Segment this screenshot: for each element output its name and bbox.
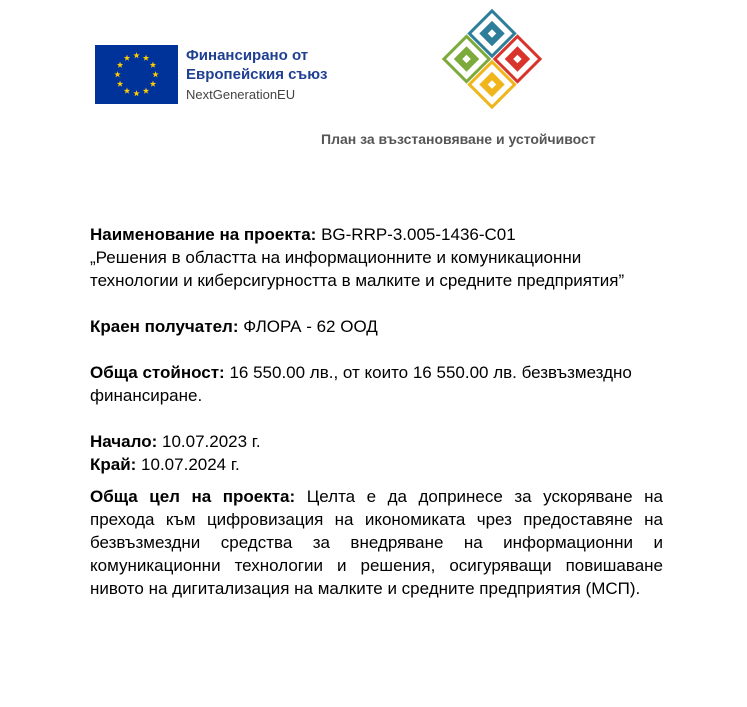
logo-quadrant-yellow	[469, 62, 514, 107]
recipient-line	[90, 315, 663, 338]
project-goal-label: Обща цел на проекта:	[90, 487, 296, 506]
end-date-line	[90, 453, 663, 476]
project-info	[90, 223, 663, 600]
project-goal-line	[90, 485, 663, 600]
recipient-label: Краен получател:	[90, 317, 239, 336]
start-date-value: 10.07.2023 г.	[157, 432, 261, 451]
logo-quadrant-blue	[469, 11, 514, 56]
total-value-line	[90, 361, 663, 407]
project-code: BG-RRP-3.005-1436-C01	[316, 225, 516, 244]
eu-logo-text	[186, 46, 328, 104]
eu-logo-line2: Европейския съюз	[186, 66, 328, 83]
logo-quadrant-red	[495, 36, 540, 81]
recipient-value: ФЛОРА - 62 ООД	[238, 317, 378, 336]
start-date-label: Начало:	[90, 432, 158, 451]
total-value-text: 16 550.00 лв., от които 16 550.00 лв. безвъзмездно финансиране.	[90, 363, 632, 405]
project-title: „Решения в областта на информационните и комуникационни технологии и киберсигурността в малките и средните предприятия”	[90, 248, 625, 290]
recovery-plan-label: План за възстановяване и устойчивост	[321, 131, 596, 147]
project-name-line	[90, 223, 663, 246]
logo-quadrant-green	[444, 36, 489, 81]
eu-funding-logo	[95, 45, 328, 105]
project-goal-text: Целта е да допринесе за ускоряване на прехода към цифровизация на икономиката чрез предоставяне на безвъзмездни средства за внедряване на информационни и комуникационни технологии и решения, осигуряващи повишаване нивото на дигитализация на малките и средните предприятия (МСП).	[90, 487, 663, 598]
project-name-label: Наименование на проекта:	[90, 225, 317, 244]
recovery-plan-logo-icon	[440, 7, 544, 111]
eu-logo-line3: NextGenerationEU	[186, 87, 296, 102]
end-date-value: 10.07.2024 г.	[136, 455, 240, 474]
total-value-label: Обща стойност:	[90, 363, 225, 382]
eu-logo-line1: Финансирано от	[186, 47, 309, 64]
eu-flag-icon	[95, 45, 178, 104]
end-date-label: Край:	[90, 455, 137, 474]
start-date-line	[90, 430, 663, 453]
